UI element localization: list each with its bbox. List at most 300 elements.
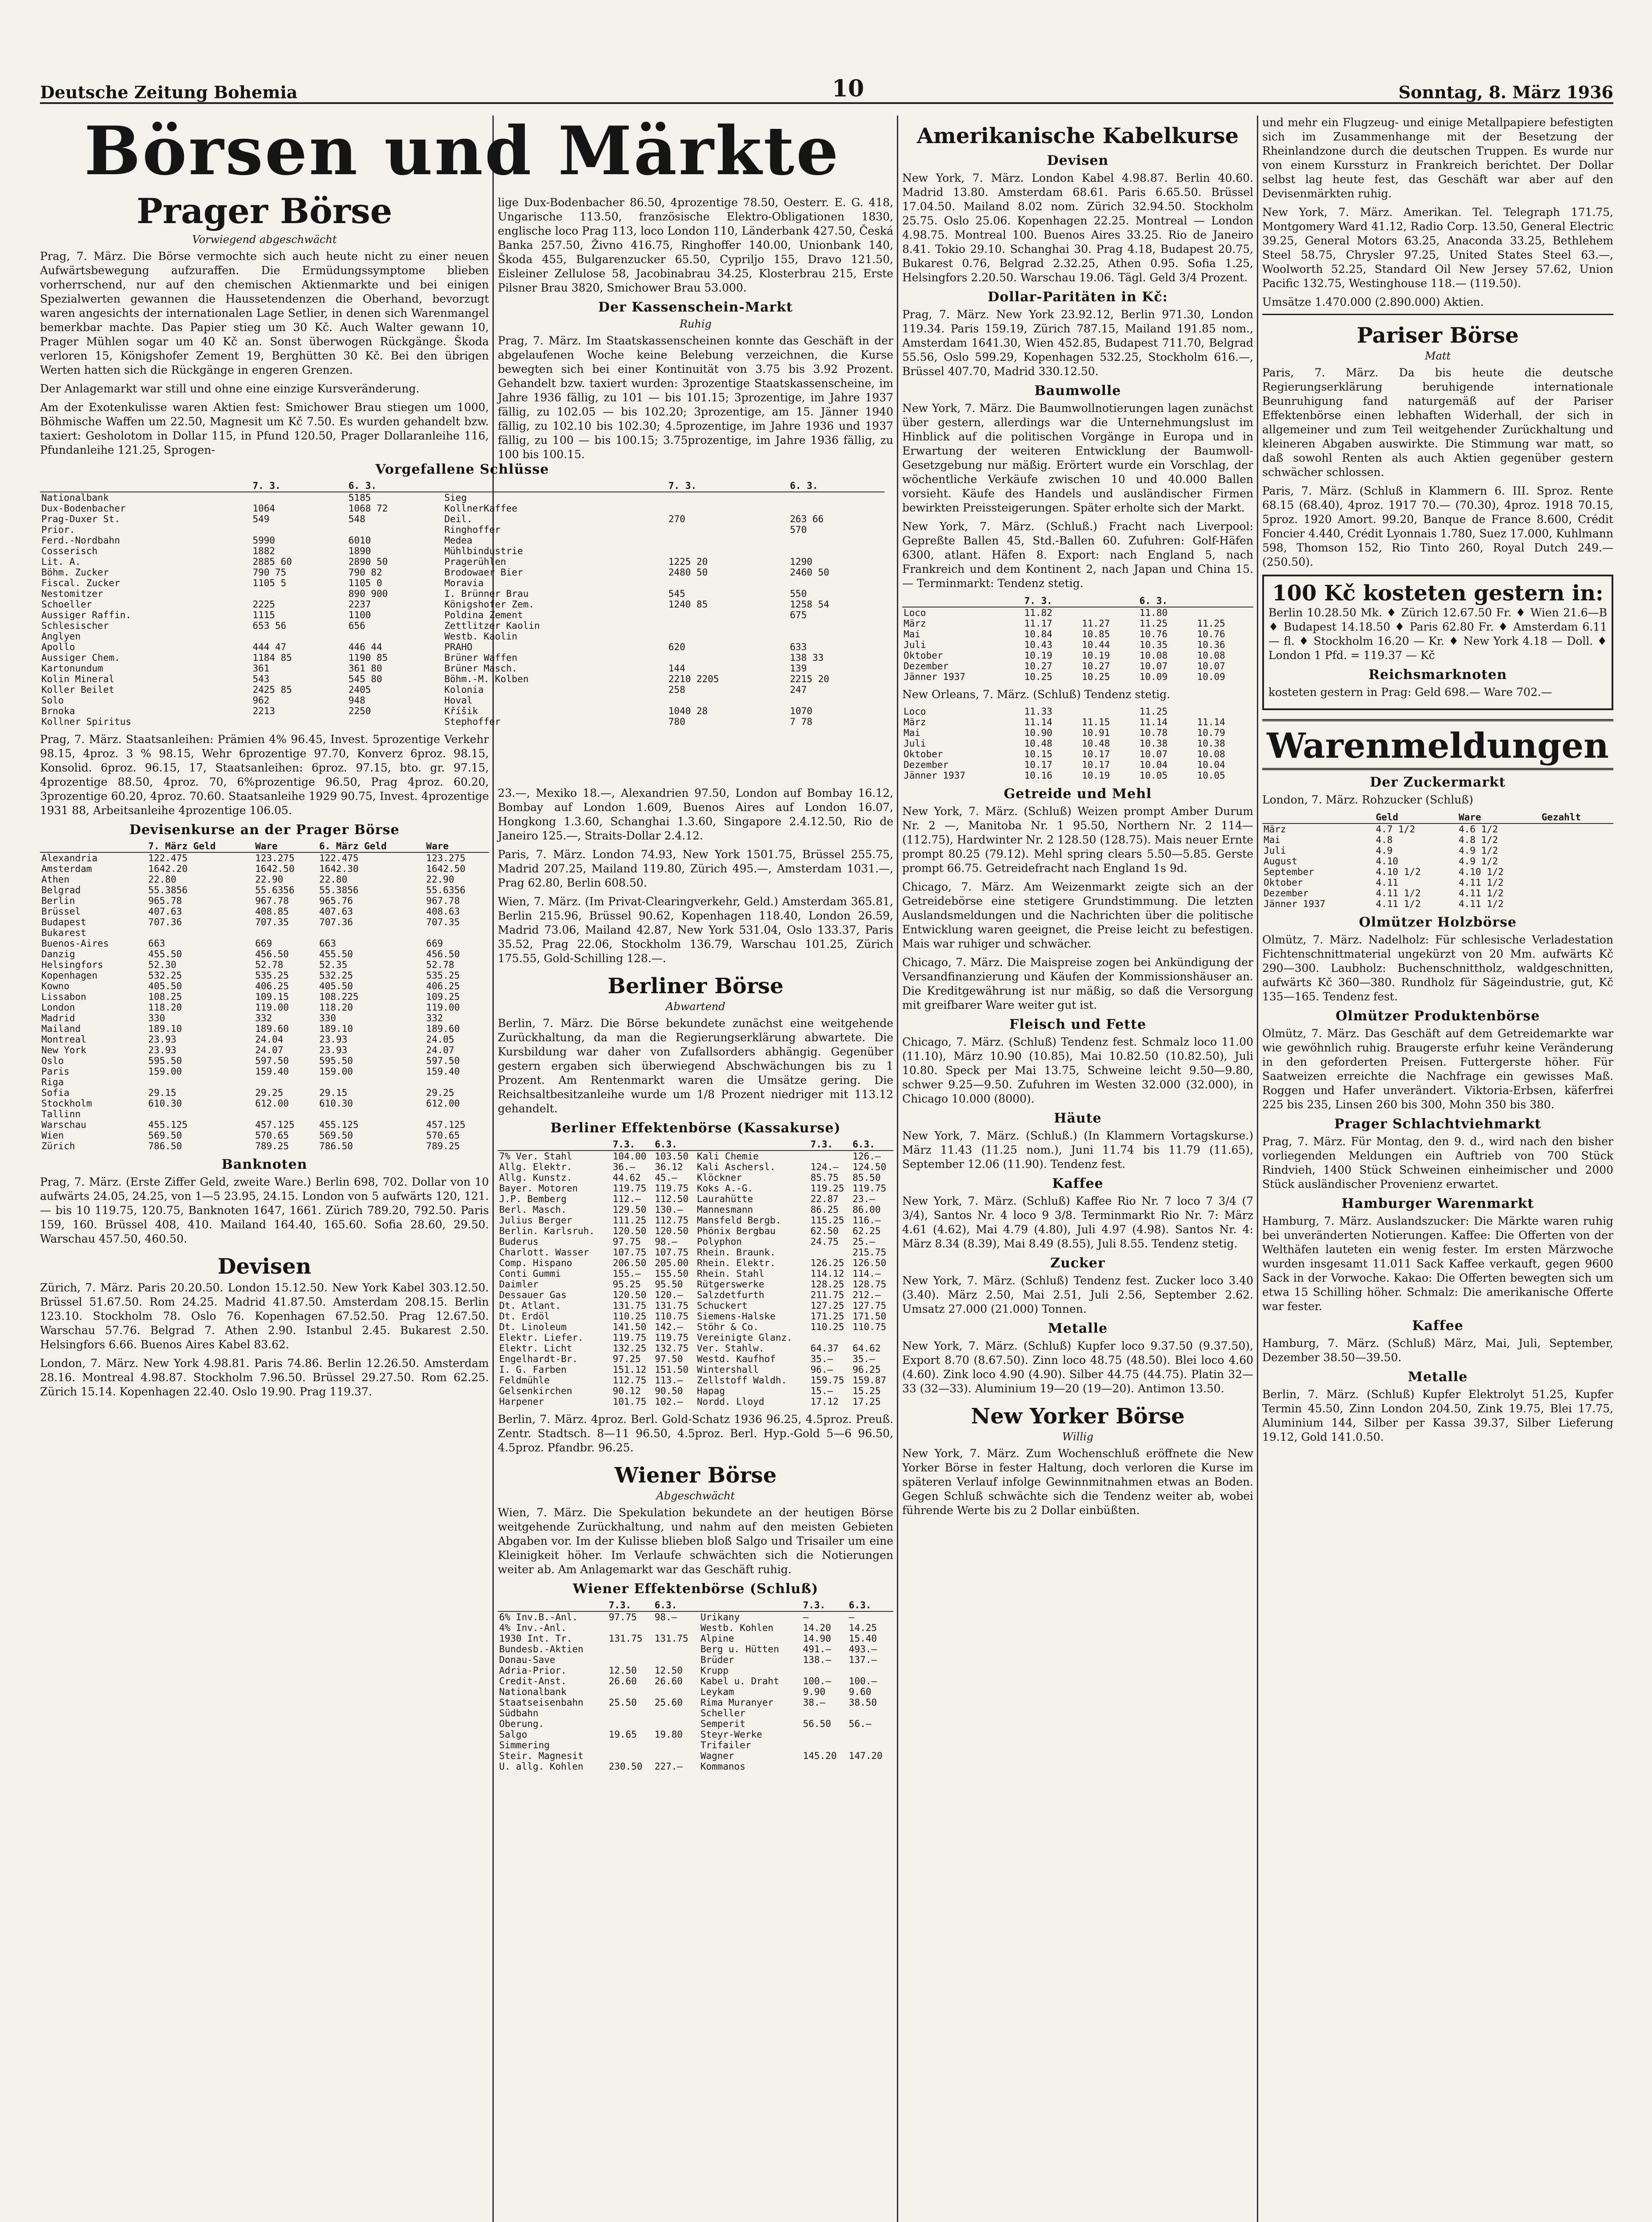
table-cell: Feldmühle [499,1375,550,1386]
table-row [498,1162,893,1172]
table-cell: 19.65 [608,1729,637,1740]
table-cell: 110.25 [810,1322,844,1332]
table-cell: 10.78 [1139,727,1168,738]
table-cell: 610.30 [148,1098,182,1109]
table-cell [1196,607,1253,618]
table-row [40,938,489,949]
table-cell: 10.19 [1024,650,1052,661]
table-row [498,1194,893,1204]
table-cell: 663 [319,938,336,949]
baumwolle-table [902,595,1253,682]
table-cell: 55.3856 [148,885,188,895]
table-cell: 29.15 [319,1087,348,1098]
table-cell: Wintershall [696,1364,759,1375]
table-cell: 151.12 [612,1364,647,1375]
table-cell: 455.50 [148,949,182,959]
section-subtitle: Devisen [1047,153,1109,168]
table-cell: Zettlitzer Kaolin [444,620,540,631]
table-cell: 131.75 [608,1633,643,1644]
table-cell: 25.— [852,1236,875,1247]
table-row [40,1045,489,1055]
article-text: Prag, 7. März. Im Staatskassenscheinen konnte das Geschäft in der abgelaufenen Woche keine Belebung verzeichnen, die Kurse bewegten sich bei einer Kontinuität von 3.75 bis 3.92 Prozent. Gehandelt bzw. taxiert wurden: 3prozentige Staatskassenscheine, im Jahre 1936 fällig, zu 101 — bis 101.15; 3prozentige, im Jahre 1937 fällig, zu 102.05 — bis 102.20; 3prozentige, am 15. Jänner 1940 fällig, zu 102.10 bis 102.30; 4.5prozentige, im Jahre 1936 und 1937 fällig, zu 100 — bis 100.15; 3.75prozentige, im Jahre 1936 fällig, zu 100 bis 100.15. [498,334,893,461]
table-cell: 36.— [612,1162,636,1172]
column-header: 7. 3. [251,480,347,492]
table-cell: 55.3856 [319,885,359,895]
column-header [902,595,1023,607]
table-cell: Juli [1264,845,1286,856]
table-cell: Rhein. Braunk. [696,1247,776,1258]
table-cell [425,1109,489,1119]
table-cell: 155.— [612,1268,641,1279]
table-cell: — [803,1612,809,1623]
table-cell: 10.38 [1197,738,1225,749]
table-cell [1080,607,1138,618]
table-cell: Apollo [41,642,75,652]
table-cell: Oktober [904,749,943,759]
table-cell [147,1077,254,1087]
table-cell: 948 [348,695,365,706]
table-cell: 444 47 [252,642,287,652]
table-cell [848,1665,893,1676]
table-cell: 1225 20 [668,556,708,567]
zucker-table [1262,811,1613,909]
table-cell: Mansfeld Bergb. [696,1215,781,1226]
table-cell: Jänner 1937 [1264,899,1326,909]
column-header: 7. 3. [667,480,788,492]
table-cell [1540,899,1613,909]
table-cell: Aussiger Raffin. [41,610,132,620]
table-cell: 132.25 [612,1343,647,1354]
section-title: Fleisch und Fette [1009,1017,1147,1032]
table-cell: 570.65 [426,1130,460,1141]
column-3 [902,116,1253,1522]
table-cell: Berlin. Karlsruh. [499,1226,595,1236]
table-cell: I. Brünner Brau [444,588,529,599]
table-cell: Hapag [696,1386,725,1396]
table-cell [608,1686,653,1697]
table-row [498,1644,893,1655]
table-cell: Kartonundum [41,663,104,674]
column-header: Gezahlt [1540,811,1613,823]
section-subtitle: Ruhig [679,318,712,330]
table-cell: 96.25 [852,1364,881,1375]
table-header-row [40,840,489,852]
table-cell: Böhm. Zucker [41,567,109,578]
table-cell: 10.08 [1197,749,1225,759]
section-title: Amerikanische Kabelkurse [916,124,1239,148]
table-row [902,671,1253,682]
table-cell: 128.75 [852,1279,887,1290]
column-header [1080,595,1138,607]
table-cell: 35.— [852,1354,875,1364]
table-cell: 12.50 [654,1665,683,1676]
table-cell: 663 [148,938,165,949]
table-cell: 1240 85 [668,599,708,610]
table-cell: Schuckert [696,1300,748,1311]
table-cell: 446 44 [348,642,382,652]
table-cell: 570 [790,524,807,535]
table-cell [347,631,443,642]
table-cell: 131.75 [654,1633,688,1644]
table-cell: Schlesischer [41,620,109,631]
table-cell: 35.— [810,1354,833,1364]
table-cell: 151.50 [655,1364,689,1375]
table-cell: 595.50 [148,1055,182,1066]
table-cell: Madrid [41,1013,75,1023]
table-cell: Harpener [499,1396,544,1407]
table-cell: Ver. Stahlw. [696,1343,764,1354]
table-cell: 10.27 [1082,661,1110,671]
table-cell: Daimler [499,1279,539,1290]
table-cell: 38.— [803,1697,826,1708]
table-cell: 549 [252,514,270,524]
table-row [498,1332,893,1343]
column-header: 6. 3. [347,480,443,492]
table-cell: Pragerühlen [444,556,506,567]
table-cell: Comp. Hispano [499,1258,572,1268]
table-cell: 263 66 [790,514,824,524]
table-cell: 610.30 [319,1098,353,1109]
table-cell [848,1740,893,1750]
article-text: Paris, 7. März. Da bis heute die deutsche Regierungserklärung beruhigende internationale Beunruhigung fand naturgemäß auf der Pariser Effektenbörse einen lebhaften Widerhall, der sich in allgemeiner und zum Teil weitgehender Zurückhaltung und kleineren Abgaben auswirkte. Die Stimmung war matt, so daß sowohl Renten als auch Aktien gegenüber gestern schwächer schlossen. [1262,366,1613,479]
article-text: Prag, 7. März. Für Montag, den 9. d., wird nach den bisher vorliegenden Meldungen ein Auftrieb von 700 Stück Rindvieh, 1400 Stück Schweinen einheimischer und 2000 Stück ausländischer Provenienz erwartet. [1262,1135,1613,1191]
table-cell: 4.6 1/2 [1458,824,1498,835]
table-cell: 4% Inv.-Anl. [499,1623,567,1633]
table-row [902,607,1253,618]
table-cell: 2213 [252,706,275,716]
table-row [498,1290,893,1300]
table-cell: August [1264,856,1297,867]
table-cell: 2460 50 [790,567,829,578]
table-cell [848,1708,893,1718]
table-cell: 1105 5 [252,578,287,588]
table-cell: 206.50 [612,1258,647,1268]
table-row [40,981,489,991]
section-title: Wiener Börse [614,1463,777,1488]
table-cell: Brüssel [41,906,81,917]
table-row [40,885,489,895]
section-subtitle: Matt [1424,350,1451,362]
table-cell: 142.— [655,1322,683,1332]
table-cell: Nordd. Lloyd [696,1396,764,1407]
table-cell: Juli [904,639,926,650]
table-cell: 52.78 [426,959,455,970]
table-header-row [1262,811,1613,823]
table-cell: Helsingfors [41,959,104,970]
table-cell: 10.91 [1082,727,1110,738]
table-cell: Staatseisenbahn [499,1697,584,1708]
article-text: Paris, 7. März. London 74.93, New York 1501.75, Brüssel 255.75, Madrid 207.25, Mailand 119.80, Zürich 495.—, Amsterdam 1031.—, Prag 62.80, Berlin 608.50. [498,848,893,889]
table-row [498,1729,893,1740]
table-cell: 597.50 [426,1055,460,1066]
table-cell: 361 [252,663,270,674]
table-cell: 171.25 [810,1311,844,1322]
table-cell: Prag-Duxer St. [41,514,120,524]
table-cell: 56.50 [803,1718,831,1729]
table-cell: 789.25 [426,1141,460,1151]
column-header: 7. 3. [1023,595,1081,607]
table-cell: Juli [904,738,926,749]
table-cell [608,1655,653,1665]
table-cell: Kříšik [444,706,478,716]
table-cell [802,1729,848,1740]
table-cell: 4.11 1/2 [1458,888,1504,899]
table-cell: Poldina Zement [444,610,523,620]
table-cell [608,1740,653,1750]
table-row [498,1183,893,1194]
table-cell: Buderus [499,1236,539,1247]
table-cell: 10.04 [1197,759,1225,770]
article-text: New York, 7. März. (Schluß) Kaffee Rio Nr. 7 loco 7 3/4 (7 3/4), Santos Nr. 4 loco 9 3/8. Terminmarkt Rio Nr. 7: März 4.61 (4.62), Mai 4.79 (4.80), Juli 4.97 (4.98). Santos Nr. 4: März 8.34 (8.39), Mai 8.49 (8.55), Juli 8.55. Tendenz stetig. [902,1195,1253,1250]
table-cell: Salzdetfurth [696,1290,764,1300]
table-cell: Loco [904,607,926,618]
table-cell: Danzig [41,949,75,959]
table-cell: 11.27 [1082,618,1110,629]
table-cell: 159.00 [148,1066,182,1077]
table-cell: Steir. Magnesit [499,1750,584,1761]
devisen-table [40,840,489,1151]
table-cell: Medea [444,535,472,546]
table-cell: 90.50 [655,1386,683,1396]
table-cell: 455.50 [319,949,353,959]
table-cell: 4.11 1/2 [1458,877,1504,888]
table-cell: 120.50 [612,1226,647,1236]
table-cell: 131.75 [612,1300,647,1311]
table-cell: 141.50 [612,1322,647,1332]
table-cell: 10.90 [1024,727,1052,738]
table-cell: PRAHO [444,642,472,652]
page-number: 10 [832,75,864,102]
table-cell: Bayer. Motoren [499,1183,578,1194]
table-cell: 211.75 [810,1290,844,1300]
table-cell: 96.— [810,1364,833,1375]
table-cell: 597.50 [255,1055,289,1066]
section-title: Olmützer Holzbörse [1359,915,1517,930]
table-cell: Budapest [41,917,87,927]
table-cell: Dezember [1264,888,1309,899]
column-header: 6.3. [653,1139,696,1151]
table-row [40,1141,489,1151]
table-cell: 159.40 [255,1066,289,1077]
table-cell: Oktober [904,650,943,661]
table-cell: 6% Inv.B.-Anl. [499,1612,578,1623]
column-header: Ware [425,840,489,852]
table-cell: 109.25 [426,991,460,1002]
column-header: 7. März Geld [147,840,254,852]
table-cell: Wien [41,1130,64,1141]
table-cell: 595.50 [319,1055,353,1066]
table-cell [251,631,347,642]
table-cell: März [904,717,926,727]
table-cell: 115.25 [810,1215,844,1226]
table-row [902,706,1253,717]
table-cell: Berg u. Hütten [700,1644,779,1655]
table-cell: 85.50 [852,1172,881,1183]
table-cell: 120.— [655,1290,683,1300]
table-cell: 7% Ver. Stahl [499,1151,572,1162]
table-cell: 4.11 1/2 [1376,899,1421,909]
column-rule [897,116,898,2222]
table-cell: 114.— [852,1268,881,1279]
table-cell: 408.85 [255,906,289,917]
table-cell: 22.90 [426,874,455,885]
table-cell: Oslo [41,1055,64,1066]
issue-date: Sonntag, 8. März 1936 [1398,82,1613,102]
article-text: 23.—, Mexiko 18.—, Alexandrien 97.50, London auf Bombay 16.12, Bombay auf London 1.609, Buenos Aires auf London 16.07, Hongkong 1.3.60, Schanghai 1.3.60, Singapore 2.4.12.50, Rio de Janeiro 125.—, Straits-Dollar 2.4.12. [498,787,893,842]
table-row [40,874,489,885]
section-title: Berliner Börse [608,974,784,999]
table-cell [425,927,489,938]
section-subtitle: Abgeschwächt [656,1490,735,1502]
table-title: Devisenkurse an der Prager Börse [129,822,400,838]
table-cell: 17.12 [810,1396,839,1407]
table-cell: Mannesmann [696,1204,753,1215]
table-cell: Mailand [41,1023,81,1034]
table-row [498,1623,893,1633]
table-cell: 107.75 [655,1247,689,1258]
column-header: 6.3. [848,1599,893,1611]
column-header: 7.3. [608,1599,653,1611]
table-cell: 126.— [852,1151,881,1162]
table-cell [147,927,254,938]
table-cell: 4.10 [1376,856,1399,867]
table-cell: Dezember [904,759,949,770]
table-cell: 11.15 [1082,717,1110,727]
table-cell: 128.25 [810,1279,844,1290]
section-title: Olmützer Produktenbörse [1336,1008,1540,1024]
table-cell: 111.25 [612,1215,647,1226]
table-cell: 633 [790,642,807,652]
table-cell: 114.12 [810,1268,844,1279]
table-cell: 26.60 [654,1676,683,1686]
table-cell: 97.75 [608,1612,637,1623]
table-row [498,1311,893,1322]
table-cell: 126.50 [852,1258,887,1268]
table-cell: Urikany [700,1612,740,1623]
table-cell: 890 900 [348,588,388,599]
table-cell: 569.50 [148,1130,182,1141]
table-cell: 85.75 [810,1172,839,1183]
table-cell: 2890 50 [348,556,388,567]
box-text: Berlin 10.28.50 Mk. ♦ Zürich 12.67.50 Fr. ♦ Wien 21.6—B ♦ Budapest 14.18.50 ♦ Paris 62.80 Fr. ♦ Amsterdam 6.11 — fl. ♦ Stockholm 16.20 — Kr. ♦ New York 4.18 — Doll. ♦ London 1 Pfd. = 119.37 — Kč [1268,606,1607,662]
table-cell [848,1761,893,1772]
table-cell: 112.— [612,1194,641,1204]
table-cell: 2225 [252,599,275,610]
table-cell: 100.— [803,1676,831,1686]
table-cell: 98.— [654,1612,677,1623]
article-text: Chicago, 7. März. Die Maispreise zogen bei Ankündigung der Versandfinanzierung und Käufen der Kommissionshäuser an. Die Kreditgewährung ist nur mäßig, so daß die Versorgung mit greifbarer Ware weiter gut ist. [902,956,1253,1011]
table-cell: 9.60 [848,1686,872,1697]
table-cell: 962 [252,695,270,706]
article-text: Chicago, 7. März. Am Weizenmarkt zeigte sich an der Getreidebörse eine stetigere Grundstimmung. Die letzten Auslandsmeldungen und die Nachrichten über die politische Entwicklung waren geeignet, die Preise leicht zu befestigen. Mais war ruhiger und schwächer. [902,880,1253,950]
table-row [498,1611,893,1623]
article-text: Hamburg, 7. März. Auslandszucker: Die Märkte waren ruhig bei unveränderten Notierungen. Kaffee: Die Offerten von der Welthäfen lauteten ein wenig fester. Im ersten Märzwoche wurden insgesamt 11.011 Sack Kaffee verkauft, gegen 9600 Sack in der Vorwoche. Kakao: Die Offerten bewegten sich um etwa 15 Schilling höher. Schmalz: Die amerikanische Offerte war fester. [1262,1215,1613,1313]
table-row [902,618,1253,629]
table-cell: 707.35 [426,917,460,927]
table-cell: 126.25 [810,1258,844,1268]
article-text: Berlin, 7. März. Die Börse bekundete zunächst eine weitgehende Zurückhaltung, da man die Regierungserklärung abwartete. Die Kursbildung war daher von Zufallsorders abhängig. Gegenüber gestern ergaben sich überwiegend Abschwächungen bis zu 1 Prozent. Am Rentenmarkt waren die Umsätze gering. Die Reichsaltbesitzanleihe wurde um 1/8 Prozent niedriger mit 113.12 gehandelt. [498,1017,893,1115]
table-cell: 62.25 [852,1226,881,1236]
table-cell: 10.35 [1139,639,1168,650]
table-cell: Credit-Anst. [499,1676,567,1686]
table-cell: 52.30 [148,959,176,970]
table-cell: 22.80 [319,874,348,885]
table-cell [318,1077,425,1087]
article-text: New Orleans, 7. März. (Schluß) Tendenz stetig. [902,688,1171,701]
table-cell: 408.63 [426,906,460,917]
section-title: Der Zuckermarkt [1370,775,1506,790]
table-cell: 11.25 [1139,706,1168,717]
table-cell: 5990 [252,535,275,546]
table-cell: 1100 [348,610,371,620]
table-row [498,1226,893,1236]
table-cell: Brüner Masch. [444,663,518,674]
table-cell: 4.9 1/2 [1458,856,1498,867]
table-row [1262,899,1613,909]
article-text: London, 7. März. Rohzucker (Schluß) [1262,793,1473,806]
table-cell: 55.6356 [426,885,466,895]
table-cell: Elektr. Licht [499,1343,572,1354]
table-cell [1540,877,1613,888]
table-cell: Mai [904,629,920,639]
section-subtitle: Abwartend [666,1000,725,1013]
table-cell: 2480 50 [668,567,708,578]
table-cell: 129.50 [612,1204,647,1215]
table-cell: 29.25 [426,1087,455,1098]
column-header: 6.3. [653,1599,699,1611]
table-cell: 790 82 [348,567,382,578]
table-cell: Brüner Waffen [444,652,518,663]
table-cell: 532.25 [148,970,182,981]
table-row [902,759,1253,770]
table-cell: 545 [668,588,685,599]
table-cell [608,1644,653,1655]
table-row [40,1055,489,1066]
table-cell: Phönix Bergbau [696,1226,776,1236]
table-cell [848,1729,893,1740]
article-text: Prag, 7. März. New York 23.92.12, Berlin 971.30, London 119.34. Paris 159.19, Zürich 787.15, Mailand 191.85 nom., Amsterdam 1641.30, Wien 452.85, Budapest 711.70, Belgrad 55.56, Oslo 599.29, Kopenhagen 532.25, Stockholm 616.—, Brüssel 407.70, Madrid 330.12.50. [902,308,1253,378]
table-cell: 270 [668,514,685,524]
table-cell: 4.11 1/2 [1458,899,1504,909]
table-cell: 52.78 [255,959,284,970]
table-cell: Dessauer Gas [499,1290,567,1300]
table-cell [1540,856,1613,867]
table-cell: 101.75 [612,1396,647,1407]
table-cell: 10.36 [1197,639,1225,650]
table-cell: Stockholm [41,1098,92,1109]
table-cell: 29.25 [255,1087,284,1098]
table-cell: Zürich [41,1141,75,1151]
table-cell: Nationalbank [499,1686,567,1697]
table-cell: 789.25 [255,1141,289,1151]
table-cell: 2210 2205 [668,674,719,684]
table-cell: Fiscal. Zucker [41,578,120,588]
column-header: 6.3. [851,1139,893,1151]
article-text: Wien, 7. März. Die Spekulation bekundete an der heutigen Börse weitgehende Zurückhaltung, und nahm auf den meisten Gebieten Abgaben vor. Im der Kulisse blieben bloß Salgo und Trisailer um eine Kleinigkeit höher. Im Verlaufe schwächten sich die Notierungen weiter ab. Am Anlagemarkt war das Geschäft ruhig. [498,1506,893,1576]
table-cell: 230.50 [608,1761,643,1772]
table-cell: 1642.50 [255,863,295,874]
table-cell: 23.93 [319,1034,348,1045]
table-cell: 14.20 [803,1623,831,1633]
table-cell [347,524,443,535]
table-cell [425,1077,489,1087]
table-cell: 10.25 [1024,671,1052,682]
table-cell: 119.00 [426,1002,460,1013]
table-cell: Steyr-Werke [700,1729,763,1740]
table-cell: 10.85 [1082,629,1110,639]
section-title: Prager Schlachtviehmarkt [1334,1116,1541,1132]
table-cell: 405.50 [319,981,353,991]
